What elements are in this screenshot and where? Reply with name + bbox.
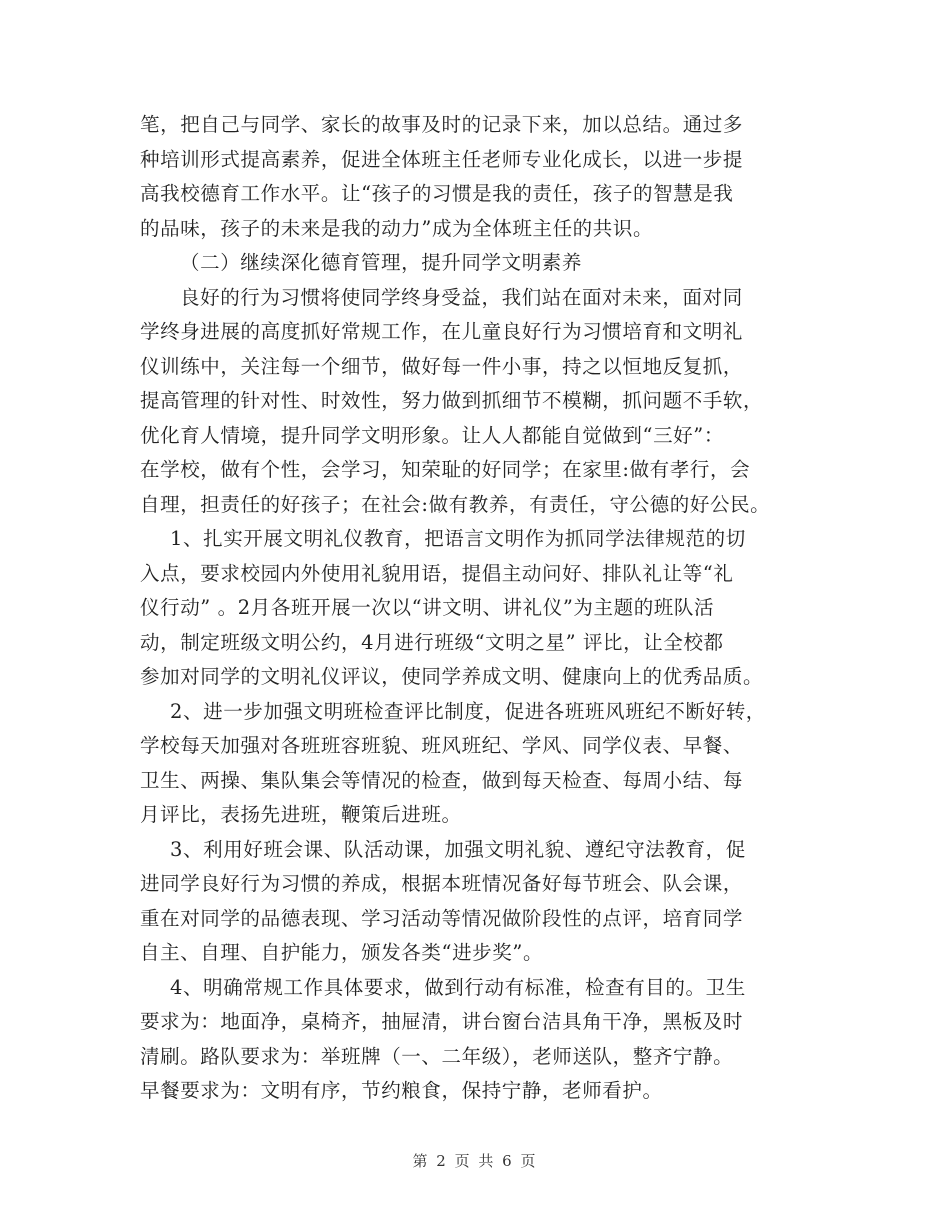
body-line: 自主、自理、自护能力，颁发各类“进步奖”。 [140, 941, 544, 964]
body-line: 学校每天加强对各班班容班貌、班风班纪、学风、同学仪表、早餐、 [140, 734, 744, 757]
body-line: 参加对同学的文明礼仪评议，使同学养成文明、健康向上的优秀品质。 [140, 665, 764, 688]
body-line: 进同学良好行为习惯的养成，根据本班情况备好每节班会、队会课， [140, 872, 744, 895]
list-item-4-start: 4、明确常规工作具体要求，做到行动有标准，检查有目的。卫生 [170, 975, 746, 999]
page-number-footer: 第 2 页 共 6 页 [412, 1152, 538, 1170]
body-line: 的品味，孩子的未来是我的动力”成为全体班主任的共识。 [140, 216, 654, 240]
body-line: 在学校，做有个性，会学习，知荣耻的好同学；在家里:做有孝行，会 [140, 458, 751, 481]
body-line: 高我校德育工作水平。让“孩子的习惯是我的责任，孩子的智慧是我 [140, 182, 734, 205]
body-line: 重在对同学的品德表现、学习活动等情况做阶段性的点评，培育同学 [140, 906, 744, 930]
body-line: 学终身进展的高度抓好常规工作，在儿童良好行为习惯培育和文明礼 [140, 320, 744, 343]
body-line: 要求为：地面净，桌椅齐，抽屉清，讲台窗台洁具角干净，黑板及时 [140, 1010, 744, 1033]
body-line: 优化育人情境，提升同学文明形象。让人人都能自觉做到“三好”： [140, 423, 724, 447]
list-item-1-start: 1、扎实开展文明礼仪教育，把语言文明作为抓同学法律规范的切 [170, 527, 746, 550]
body-line: 月评比，表扬先进班，鞭策后进班。 [140, 803, 462, 826]
body-line: 自理，担责任的好孩子；在社会:做有教养，有责任，守公德的好公民。 [140, 492, 771, 516]
list-item-2-start: 2、进一步加强文明班检查评比制度，促进各班班风班纪不断好转， [170, 699, 766, 723]
body-line: 种培训形式提高素养，促进全体班主任老师专业化成长，以进一步提 [140, 147, 744, 171]
body-line: 入点，要求校园内外使用礼貌用语，提倡主动问好、排队礼让等“礼 [140, 561, 734, 585]
paragraph-start-line: 良好的行为习惯将使同学终身受益，我们站在面对未来，面对同 [180, 285, 743, 309]
body-line: 早餐要求为：文明有序，节约粮食，保持宁静，老师看护。 [140, 1079, 663, 1102]
body-line: 提高管理的针对性、时效性，努力做到抓细节不模糊，抓问题不手软， [140, 389, 764, 412]
section-heading: （二）继续深化德育管理，提升同学文明素养 [180, 251, 583, 274]
body-line: 仪行动” 。2月各班开展一次以“讲文明、讲礼仪”为主题的班队活 [140, 596, 715, 619]
body-line: 清刷。路队要求为：举班牌（一、二年级），老师送队，整齐宁静。 [140, 1044, 734, 1068]
body-line: 笔，把自己与同学、家长的故事及时的记录下来，加以总结。通过多 [140, 113, 744, 136]
list-item-3-start: 3、利用好班会课、队活动课，加强文明礼貌、遵纪守法教育，促 [170, 837, 746, 861]
body-line: 卫生、两操、集队集会等情况的检查，做到每天检查、每周小结、每 [140, 768, 744, 792]
document-body [140, 108, 820, 1109]
body-line: 动，制定班级文明公约，4月进行班级“文明之星” 评比，让全校都 [140, 630, 724, 654]
body-line: 仪训练中，关注每一个细节，做好每一件小事，持之以恒地反复抓， [140, 354, 744, 378]
